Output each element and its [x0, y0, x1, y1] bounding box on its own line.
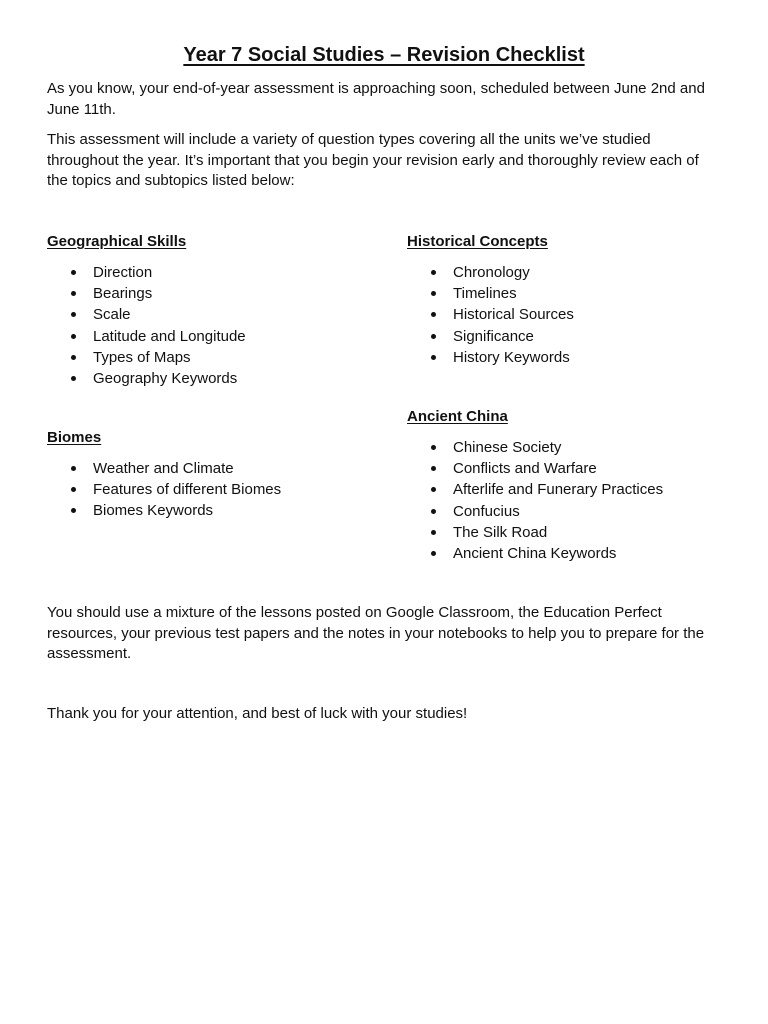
list-item — [47, 500, 377, 521]
list-item-text: Geography Keywords — [93, 370, 238, 388]
list-ancient-china — [407, 437, 737, 564]
list-item-text: Conflicts and Warfare — [453, 460, 597, 478]
list-item — [407, 262, 737, 283]
list-item-text: Confucius — [453, 502, 520, 520]
bullet-icon — [431, 466, 436, 471]
bullet-icon — [71, 487, 76, 492]
list-item — [407, 437, 737, 458]
resources-paragraph: You should use a mixture of the lessons posted on Google Classroom, the Education Perfect resources, your previous test papers and the notes in your notebooks to help you to prepare for the assessment. — [47, 604, 705, 662]
list-item — [407, 347, 737, 368]
intro-paragraph-1: As you know, your end-of-year assessment is approaching soon, scheduled between June 2nd and June 11th. — [47, 80, 705, 118]
list-biomes — [47, 458, 377, 522]
bullet-icon — [431, 487, 436, 492]
page-title — [0, 42, 768, 68]
list-item-text: Bearings — [93, 285, 153, 303]
list-item-text: Types of Maps — [93, 348, 191, 366]
page-title-text: Year 7 Social Studies – Revision Checklist — [183, 44, 585, 66]
list-item — [407, 304, 737, 325]
list-item — [47, 479, 377, 500]
list-item — [407, 522, 737, 543]
section-geographical-skills — [47, 232, 377, 389]
list-item-text: Ancient China Keywords — [453, 545, 617, 563]
bullet-icon — [431, 291, 436, 296]
bullet-icon — [431, 312, 436, 317]
list-item-text: Features of different Biomes — [93, 481, 282, 499]
bullet-icon — [71, 334, 76, 339]
list-item — [47, 368, 377, 389]
list-item-text: Biomes Keywords — [93, 502, 214, 520]
list-item-text: History Keywords — [453, 348, 570, 366]
list-item-text: Significance — [453, 327, 534, 345]
closing-paragraph: Thank you for your attention, and best of luck with your studies! — [47, 705, 468, 722]
bullet-icon — [431, 334, 436, 339]
list-item — [47, 262, 377, 283]
bullet-icon — [71, 355, 76, 360]
section-ancient-china — [407, 407, 737, 564]
bullet-icon — [431, 355, 436, 360]
list-item-text: Chinese Society — [453, 439, 562, 456]
list-item — [47, 326, 377, 347]
list-item-text: Historical Sources — [453, 306, 574, 324]
list-item-text: Direction — [93, 264, 153, 281]
section-heading-historical-concepts: Historical Concepts — [407, 233, 548, 250]
list-historical-concepts — [407, 262, 737, 368]
list-item-text: Scale — [93, 306, 131, 324]
intro-paragraph-2: This assessment will include a variety of question types covering all the units we’ve studied throughout the year. It’s important that you begin your revision early and thoroughly review each of the topics and subtopics listed below: — [47, 131, 699, 189]
bullet-icon — [431, 551, 436, 556]
bullet-icon — [71, 376, 76, 381]
bullet-icon — [431, 509, 436, 514]
section-heading-geographical-skills: Geographical Skills — [47, 233, 187, 250]
list-item — [407, 501, 737, 522]
list-item — [407, 283, 737, 304]
list-item — [407, 479, 737, 500]
bullet-icon — [71, 291, 76, 296]
list-item-text: Latitude and Longitude — [93, 327, 246, 345]
list-item — [47, 304, 377, 325]
section-heading-biomes: Biomes — [47, 429, 102, 446]
bullet-icon — [71, 466, 76, 471]
bullet-icon — [71, 508, 76, 513]
list-item — [47, 347, 377, 368]
list-item — [47, 283, 377, 304]
list-item-text: The Silk Road — [453, 523, 548, 541]
section-biomes — [47, 428, 377, 522]
list-item — [407, 326, 737, 347]
section-historical-concepts — [407, 232, 737, 368]
bullet-icon — [431, 270, 436, 275]
bullet-icon — [71, 270, 76, 275]
list-item — [47, 458, 377, 479]
bullet-icon — [71, 312, 76, 317]
section-heading-ancient-china: Ancient China — [407, 408, 508, 425]
bullet-icon — [431, 445, 436, 450]
list-item-text: Afterlife and Funerary Practices — [453, 481, 664, 499]
list-item-text: Chronology — [453, 264, 530, 281]
bullet-icon — [431, 530, 436, 535]
list-geographical-skills — [47, 262, 377, 389]
list-item — [407, 543, 737, 564]
list-item — [407, 458, 737, 479]
list-item-text: Timelines — [453, 285, 517, 303]
list-item-text: Weather and Climate — [93, 460, 234, 477]
